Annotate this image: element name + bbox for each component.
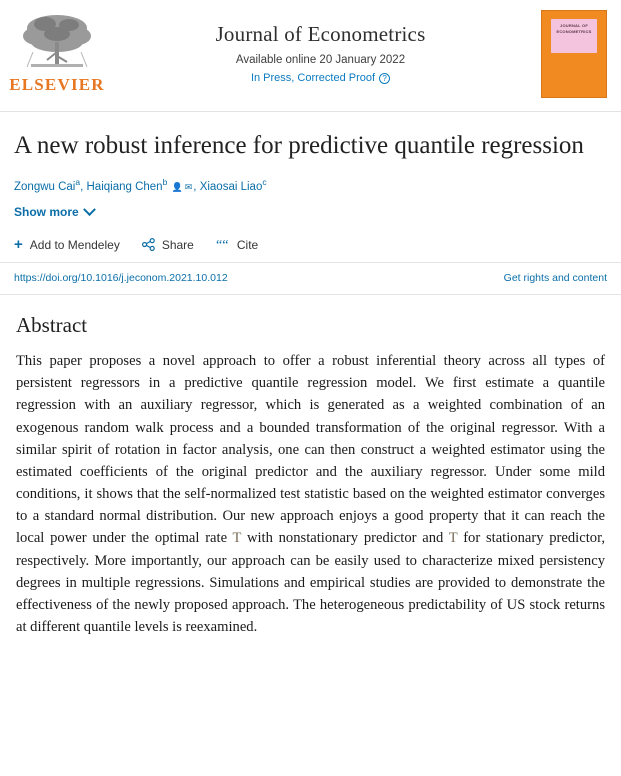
journal-info bbox=[100, 10, 541, 86]
author-separator: , bbox=[80, 180, 87, 193]
author-list bbox=[0, 162, 621, 196]
author-profile-icon[interactable]: 👤 bbox=[171, 181, 183, 192]
author-item[interactable] bbox=[199, 177, 267, 193]
show-more-button[interactable] bbox=[0, 196, 108, 219]
publication-status-label: In Press, Corrected Proof bbox=[250, 72, 376, 84]
title-section bbox=[0, 112, 621, 162]
show-more-label: Show more bbox=[14, 205, 79, 220]
publisher-name: ELSEVIER bbox=[9, 75, 105, 94]
journal-cover-inner bbox=[551, 19, 597, 53]
author-name: Zongwu Cai bbox=[14, 180, 76, 193]
author-affiliation-marker: a bbox=[75, 177, 81, 187]
author-affiliation-marker: c bbox=[262, 177, 267, 187]
author-affiliation-marker: b bbox=[162, 177, 168, 187]
share-label: Share bbox=[161, 237, 194, 252]
share-button[interactable] bbox=[142, 238, 194, 252]
elsevier-tree-logo-icon bbox=[21, 12, 93, 74]
journal-title[interactable]: Journal of Econometrics bbox=[215, 22, 426, 46]
chevron-down-icon bbox=[83, 203, 96, 216]
get-rights-and-content-link[interactable]: Get rights and content bbox=[503, 272, 607, 285]
abstract-part-3: for stationary predictor, respectively. More importantly, our approach can be easily used to characterize mixed persistency degrees in multiple regressions. Simulations and empirical studies are provided to demonstrate the effectiveness of the newly proposed approach. The heterogeneous predictability of US stock returns at different quantile levels is reexamined. bbox=[16, 530, 605, 636]
cite-label: Cite bbox=[236, 237, 259, 252]
journal-cover-line1: JOURNAL OF bbox=[560, 23, 588, 28]
author-email-icon[interactable]: ✉ bbox=[184, 181, 193, 192]
publisher-brand[interactable] bbox=[9, 10, 105, 95]
abstract-text bbox=[16, 350, 605, 638]
available-online-date: Available online 20 January 2022 bbox=[235, 54, 406, 66]
doi-link[interactable]: https://doi.org/10.1016/j.jeconom.2021.10.012 bbox=[14, 272, 228, 285]
doi-row bbox=[0, 263, 621, 295]
journal-cover-thumbnail[interactable] bbox=[541, 10, 607, 98]
add-to-mendeley-button[interactable] bbox=[14, 237, 120, 252]
abstract-part-1: This paper proposes a novel approach to offer a robust inferential theory across all types of persistent regressors in a predictive quantile regression model. We first estimate a quantile regression with an auxiliary regressor, which is generated as a weighted combination of an exogenous random walk process and a bounded transformation of the original regressor. With a similar spirit of rotation in factor analysis, one can then construct a weighted estimator using the estimated coefficients of the original predictor and the auxiliary regressor. Under some mild conditions, it shows that the self-normalized test statistic based on the weighted estimator converges to a standard normal distribution. Our new approach enjoys a good property that it can reach the local power under the optimal rate bbox=[16, 353, 605, 547]
publication-status[interactable] bbox=[251, 72, 390, 84]
action-bar bbox=[0, 221, 621, 263]
page-title: A new robust inference for predictive quantile regression bbox=[14, 132, 584, 159]
author-item[interactable] bbox=[14, 177, 81, 193]
abstract-section bbox=[0, 295, 621, 638]
rate-symbol-1: T bbox=[232, 530, 242, 547]
add-to-mendeley-label: Add to Mendeley bbox=[29, 237, 120, 252]
rate-symbol-2: T bbox=[448, 530, 458, 547]
quote-icon bbox=[216, 239, 230, 251]
question-mark-icon[interactable]: ? bbox=[379, 73, 390, 84]
cite-button[interactable] bbox=[216, 238, 258, 252]
abstract-part-2: with nonstationary predictor and bbox=[241, 530, 449, 547]
share-icon bbox=[142, 238, 155, 251]
author-name: Haiqiang Chen bbox=[86, 180, 163, 193]
page-header bbox=[0, 0, 621, 112]
author-separator: , bbox=[193, 180, 200, 193]
abstract-heading: Abstract bbox=[16, 313, 88, 338]
plus-icon: + bbox=[14, 236, 23, 254]
author-item[interactable] bbox=[86, 177, 168, 193]
journal-cover-line2: ECONOMETRICS bbox=[556, 29, 592, 34]
svg-text:““: ““ bbox=[215, 238, 229, 251]
author-name: Xiaosai Liao bbox=[199, 180, 263, 193]
